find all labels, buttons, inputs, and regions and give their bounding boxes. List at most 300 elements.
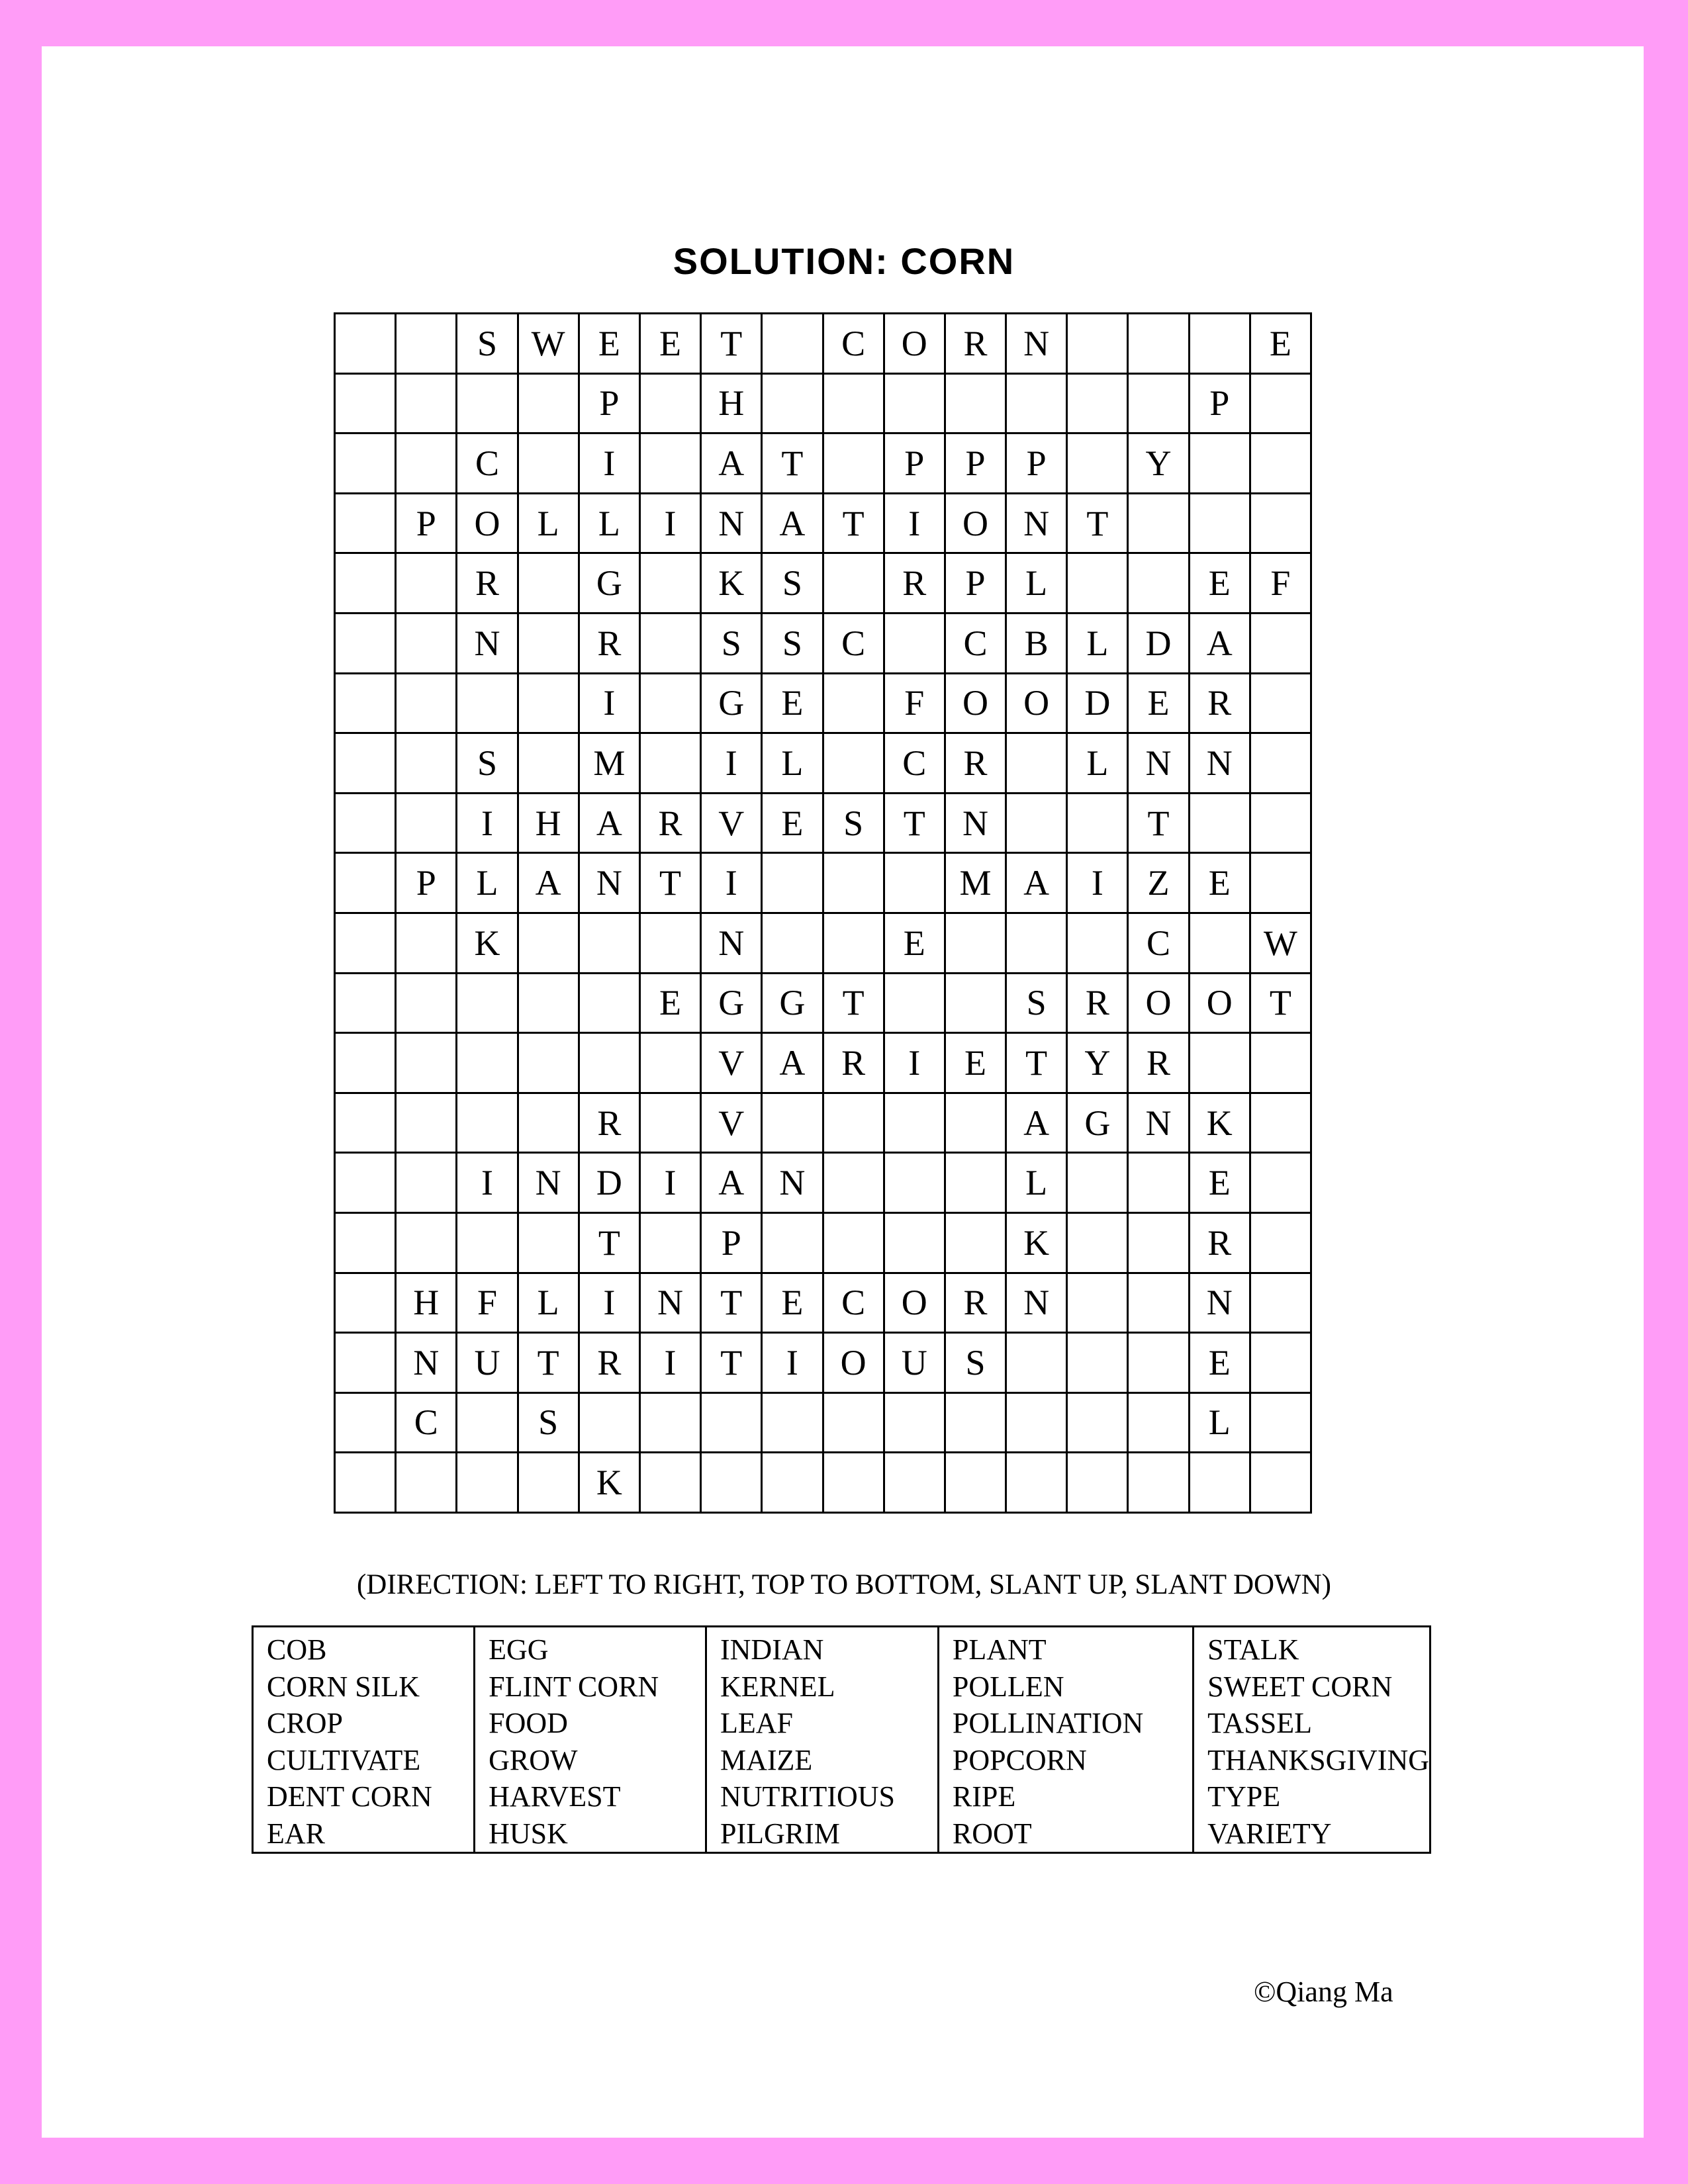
grid-cell: N	[701, 913, 762, 973]
grid-cell	[639, 673, 700, 733]
grid-cell	[396, 373, 457, 433]
grid-cell	[823, 373, 884, 433]
grid-cell: N	[1189, 733, 1250, 794]
grid-cell: P	[945, 433, 1006, 494]
grid-cell	[1006, 913, 1067, 973]
grid-cell	[335, 1033, 396, 1093]
grid-cell: E	[762, 793, 823, 853]
grid-cell	[823, 853, 884, 913]
grid-cell: C	[945, 613, 1006, 673]
grid-cell: L	[518, 1273, 579, 1333]
word-list-item: KERNEL	[720, 1670, 835, 1703]
grid-cell	[701, 1392, 762, 1453]
grid-cell: R	[1128, 1033, 1189, 1093]
grid-cell	[335, 973, 396, 1033]
grid-row	[335, 793, 1311, 853]
grid-cell	[945, 373, 1006, 433]
grid-cell: D	[579, 1153, 639, 1213]
grid-cell: C	[457, 433, 518, 494]
word-list-item: FLINT CORN	[489, 1670, 659, 1703]
grid-cell: R	[1067, 973, 1128, 1033]
grid-cell	[518, 1212, 579, 1273]
grid-cell: O	[884, 314, 945, 374]
grid-cell	[457, 373, 518, 433]
grid-cell	[1250, 733, 1311, 794]
grid-cell: S	[457, 733, 518, 794]
grid-cell: T	[884, 793, 945, 853]
grid-cell	[823, 553, 884, 614]
grid-cell: N	[1006, 1273, 1067, 1333]
grid-cell	[335, 613, 396, 673]
grid-cell	[457, 973, 518, 1033]
grid-cell: R	[579, 1093, 639, 1153]
word-list-item: POLLEN	[952, 1670, 1064, 1703]
grid-cell	[1250, 1333, 1311, 1393]
grid-cell	[396, 733, 457, 794]
word-column	[253, 1627, 475, 1853]
grid-cell: I	[701, 853, 762, 913]
grid-cell	[945, 1093, 1006, 1153]
grid-cell	[518, 1033, 579, 1093]
grid-cell: R	[1189, 1212, 1250, 1273]
grid-cell	[396, 913, 457, 973]
grid-cell: S	[762, 613, 823, 673]
grid-cell: N	[579, 853, 639, 913]
grid-cell	[518, 433, 579, 494]
grid-cell	[945, 913, 1006, 973]
grid-row	[335, 1453, 1311, 1513]
grid-cell	[396, 673, 457, 733]
grid-cell	[1006, 373, 1067, 433]
grid-row	[335, 733, 1311, 794]
grid-cell	[884, 1392, 945, 1453]
word-list-item: COB	[267, 1633, 327, 1666]
grid-cell	[1128, 1273, 1189, 1333]
grid-cell	[1189, 493, 1250, 553]
grid-cell	[1250, 1392, 1311, 1453]
grid-cell: N	[1006, 314, 1067, 374]
grid-cell: V	[701, 1093, 762, 1153]
grid-cell: H	[701, 373, 762, 433]
grid-cell: L	[1067, 733, 1128, 794]
grid-cell: O	[457, 493, 518, 553]
grid-cell	[1189, 433, 1250, 494]
grid-cell: I	[579, 433, 639, 494]
word-list-item: POPCORN	[952, 1743, 1087, 1776]
grid-cell: I	[1067, 853, 1128, 913]
grid-cell	[945, 1153, 1006, 1213]
grid-cell: T	[823, 973, 884, 1033]
grid-cell: N	[396, 1333, 457, 1393]
grid-cell	[884, 613, 945, 673]
grid-cell	[639, 1093, 700, 1153]
grid-cell: P	[945, 553, 1006, 614]
grid-cell: R	[579, 613, 639, 673]
grid-cell: O	[945, 673, 1006, 733]
grid-cell	[639, 613, 700, 673]
grid-cell: L	[518, 493, 579, 553]
grid-cell	[1128, 493, 1189, 553]
grid-cell: A	[1189, 613, 1250, 673]
grid-cell	[518, 1093, 579, 1153]
grid-cell: I	[762, 1333, 823, 1393]
grid-cell: H	[518, 793, 579, 853]
grid-cell	[1250, 853, 1311, 913]
grid-cell	[884, 373, 945, 433]
grid-cell: R	[884, 553, 945, 614]
grid-cell: I	[701, 733, 762, 794]
grid-cell	[518, 973, 579, 1033]
grid-row	[335, 553, 1311, 614]
grid-cell: S	[518, 1392, 579, 1453]
grid-cell	[945, 973, 1006, 1033]
word-column	[938, 1627, 1193, 1853]
grid-cell: N	[762, 1153, 823, 1213]
grid-cell: I	[639, 1333, 700, 1393]
grid-cell	[335, 1453, 396, 1513]
grid-cell	[1250, 433, 1311, 494]
word-list-item: THANKSGIVING	[1207, 1743, 1429, 1776]
grid-cell	[762, 1093, 823, 1153]
grid-cell	[1128, 373, 1189, 433]
grid-cell: R	[1189, 673, 1250, 733]
grid-cell	[1250, 1093, 1311, 1153]
grid-row	[335, 973, 1311, 1033]
grid-cell	[1067, 1453, 1128, 1513]
word-list-item: INDIAN	[720, 1633, 824, 1666]
grid-cell	[335, 553, 396, 614]
grid-cell: I	[579, 1273, 639, 1333]
grid-cell	[1067, 1333, 1128, 1393]
word-list-item: PLANT	[952, 1633, 1047, 1666]
grid-cell	[518, 613, 579, 673]
grid-cell: Z	[1128, 853, 1189, 913]
grid-cell: E	[1189, 1333, 1250, 1393]
word-list-item: GROW	[489, 1743, 578, 1776]
grid-cell: K	[701, 553, 762, 614]
grid-cell: F	[1250, 553, 1311, 614]
word-list-item: EAR	[267, 1817, 325, 1850]
grid-cell: N	[701, 493, 762, 553]
word-list-item: RIPE	[952, 1780, 1016, 1813]
grid-cell	[1250, 1212, 1311, 1273]
grid-cell: G	[1067, 1093, 1128, 1153]
grid-row	[335, 1153, 1311, 1213]
grid-cell	[639, 913, 700, 973]
grid-cell: T	[823, 493, 884, 553]
grid-cell	[335, 373, 396, 433]
word-list-item: TASSEL	[1207, 1707, 1312, 1739]
grid-cell: V	[701, 1033, 762, 1093]
word-list-item: CULTIVATE	[267, 1743, 421, 1776]
grid-cell	[518, 1453, 579, 1513]
grid-cell: E	[762, 1273, 823, 1333]
grid-cell: S	[945, 1333, 1006, 1393]
word-list	[252, 1625, 1431, 1854]
grid-cell: S	[1006, 973, 1067, 1033]
grid-cell: I	[884, 1033, 945, 1093]
grid-cell: E	[639, 314, 700, 374]
grid-cell	[396, 613, 457, 673]
grid-cell	[1250, 1273, 1311, 1333]
grid-cell: L	[457, 853, 518, 913]
grid-cell: A	[701, 1153, 762, 1213]
grid-cell: O	[1189, 973, 1250, 1033]
grid-cell	[639, 1212, 700, 1273]
grid-cell: U	[884, 1333, 945, 1393]
word-search-grid	[334, 312, 1312, 1514]
grid-cell: T	[518, 1333, 579, 1393]
word-list-item: NUTRITIOUS	[720, 1780, 895, 1813]
grid-cell	[639, 1453, 700, 1513]
grid-cell	[335, 433, 396, 494]
grid-cell	[823, 1153, 884, 1213]
grid-cell: Y	[1128, 433, 1189, 494]
grid-cell	[396, 1093, 457, 1153]
grid-row	[335, 1392, 1311, 1453]
grid-cell	[1006, 1333, 1067, 1393]
grid-cell	[335, 1273, 396, 1333]
grid-cell: N	[1189, 1273, 1250, 1333]
grid-cell	[335, 493, 396, 553]
grid-cell	[457, 1212, 518, 1273]
grid-cell: A	[701, 433, 762, 494]
grid-cell: T	[1006, 1033, 1067, 1093]
grid-cell	[823, 1392, 884, 1453]
directions-text: (DIRECTION: LEFT TO RIGHT, TOP TO BOTTOM, SLANT UP, SLANT DOWN)	[356, 1569, 1332, 1600]
grid-cell	[396, 433, 457, 494]
grid-cell	[639, 1033, 700, 1093]
grid-cell: R	[823, 1033, 884, 1093]
word-list-item: ROOT	[952, 1817, 1032, 1850]
grid-cell: C	[823, 1273, 884, 1333]
grid-cell	[639, 433, 700, 494]
grid-cell: P	[396, 493, 457, 553]
grid-cell	[396, 314, 457, 374]
grid-cell	[1067, 314, 1128, 374]
grid-cell	[518, 553, 579, 614]
grid-cell: E	[945, 1033, 1006, 1093]
grid-cell: N	[457, 613, 518, 673]
grid-cell: G	[762, 973, 823, 1033]
grid-cell	[335, 1212, 396, 1273]
grid-cell	[1128, 1153, 1189, 1213]
grid-cell: I	[457, 793, 518, 853]
grid-cell: L	[1006, 1153, 1067, 1213]
grid-cell	[1250, 373, 1311, 433]
grid-cell: S	[823, 793, 884, 853]
grid-cell	[396, 1453, 457, 1513]
grid-cell: G	[701, 673, 762, 733]
grid-row	[335, 1212, 1311, 1273]
grid-cell: L	[579, 493, 639, 553]
grid-cell	[762, 1212, 823, 1273]
grid-row	[335, 853, 1311, 913]
grid-cell	[1250, 1453, 1311, 1513]
word-list-item: LEAF	[720, 1707, 793, 1739]
grid-cell	[1128, 1333, 1189, 1393]
grid-cell: I	[639, 1153, 700, 1213]
grid-cell	[1189, 793, 1250, 853]
grid-cell: T	[701, 314, 762, 374]
word-list-item: STALK	[1207, 1633, 1299, 1666]
grid-cell: P	[884, 433, 945, 494]
grid-cell	[884, 1212, 945, 1273]
grid-cell: I	[457, 1153, 518, 1213]
grid-row	[335, 1273, 1311, 1333]
grid-cell	[1006, 793, 1067, 853]
grid-cell: D	[1128, 613, 1189, 673]
grid-cell: A	[579, 793, 639, 853]
grid-cell: E	[1189, 553, 1250, 614]
grid-cell: P	[396, 853, 457, 913]
grid-cell	[823, 733, 884, 794]
grid-cell: S	[701, 613, 762, 673]
word-list-item: MAIZE	[720, 1743, 813, 1776]
grid-cell: L	[762, 733, 823, 794]
grid-cell: C	[884, 733, 945, 794]
grid-cell	[884, 1093, 945, 1153]
grid-cell	[1128, 1392, 1189, 1453]
grid-cell: T	[1067, 493, 1128, 553]
grid-cell: O	[823, 1333, 884, 1393]
grid-cell: U	[457, 1333, 518, 1393]
grid-cell: E	[1189, 853, 1250, 913]
grid-cell: H	[396, 1273, 457, 1333]
grid-cell: K	[1189, 1093, 1250, 1153]
grid-cell: C	[396, 1392, 457, 1453]
grid-cell	[762, 1453, 823, 1513]
grid-cell: O	[884, 1273, 945, 1333]
grid-cell: T	[1250, 973, 1311, 1033]
grid-row	[335, 673, 1311, 733]
grid-row	[335, 433, 1311, 494]
grid-cell	[639, 733, 700, 794]
grid-cell	[457, 1033, 518, 1093]
grid-cell: N	[518, 1153, 579, 1213]
grid-cell	[1189, 1453, 1250, 1513]
grid-cell	[1250, 613, 1311, 673]
grid-cell	[1250, 673, 1311, 733]
grid-cell	[335, 1392, 396, 1453]
word-list-item: FOOD	[489, 1707, 568, 1739]
grid-cell: O	[945, 493, 1006, 553]
grid-cell: R	[579, 1333, 639, 1393]
grid-cell	[762, 314, 823, 374]
grid-cell: I	[884, 493, 945, 553]
grid-cell: E	[1189, 1153, 1250, 1213]
grid-cell	[1067, 1212, 1128, 1273]
grid-cell	[335, 1093, 396, 1153]
copyright-notice: ©Qiang Ma	[1254, 1976, 1393, 2008]
grid-cell: L	[1067, 613, 1128, 673]
word-column	[706, 1627, 939, 1853]
word-list-item: CORN SILK	[267, 1670, 420, 1703]
grid-cell: I	[639, 493, 700, 553]
grid-cell: B	[1006, 613, 1067, 673]
grid-cell: P	[1006, 433, 1067, 494]
grid-cell: V	[701, 793, 762, 853]
grid-cell: K	[1006, 1212, 1067, 1273]
grid-cell	[945, 1212, 1006, 1273]
grid-cell: E	[1128, 673, 1189, 733]
grid-cell	[823, 673, 884, 733]
grid-cell: O	[1128, 973, 1189, 1033]
grid-cell	[518, 673, 579, 733]
grid-cell: C	[823, 314, 884, 374]
grid-cell	[1128, 314, 1189, 374]
grid-cell: R	[945, 1273, 1006, 1333]
grid-cell	[335, 733, 396, 794]
grid-cell: E	[1250, 314, 1311, 374]
grid-cell	[579, 1392, 639, 1453]
grid-cell: P	[1189, 373, 1250, 433]
grid-cell	[884, 1453, 945, 1513]
grid-cell: L	[1006, 553, 1067, 614]
grid-row	[335, 493, 1311, 553]
word-list-item: PILGRIM	[720, 1817, 840, 1850]
grid-cell	[396, 1212, 457, 1273]
word-list-item: EGG	[489, 1633, 549, 1666]
grid-cell: K	[579, 1453, 639, 1513]
grid-cell	[518, 733, 579, 794]
word-column	[1194, 1627, 1430, 1853]
grid-cell	[823, 1093, 884, 1153]
grid-cell: C	[823, 613, 884, 673]
grid-cell	[335, 1333, 396, 1393]
grid-cell: A	[1006, 1093, 1067, 1153]
grid-cell: P	[701, 1212, 762, 1273]
grid-cell: N	[945, 793, 1006, 853]
grid-cell	[396, 1153, 457, 1213]
grid-cell	[335, 913, 396, 973]
grid-cell: T	[1128, 793, 1189, 853]
grid-cell: A	[762, 1033, 823, 1093]
grid-cell: T	[579, 1212, 639, 1273]
grid-cell: N	[639, 1273, 700, 1333]
grid-cell	[396, 793, 457, 853]
grid-cell: W	[518, 314, 579, 374]
word-list-item: VARIETY	[1207, 1817, 1332, 1850]
grid-cell	[1189, 314, 1250, 374]
grid-cell	[1067, 913, 1128, 973]
grid-cell	[518, 913, 579, 973]
grid-row	[335, 1093, 1311, 1153]
grid-cell	[823, 1453, 884, 1513]
grid-cell: K	[457, 913, 518, 973]
grid-cell: S	[457, 314, 518, 374]
grid-cell: M	[579, 733, 639, 794]
grid-cell	[823, 1212, 884, 1273]
grid-cell	[335, 793, 396, 853]
grid-cell	[335, 853, 396, 913]
grid-cell	[1189, 913, 1250, 973]
grid-cell: R	[945, 314, 1006, 374]
grid-cell	[1067, 1392, 1128, 1453]
grid-cell: F	[884, 673, 945, 733]
word-list-item: DENT CORN	[267, 1780, 432, 1813]
grid-cell	[1128, 1212, 1189, 1273]
grid-cell	[1006, 733, 1067, 794]
grid-cell	[1006, 1453, 1067, 1513]
grid-cell	[335, 314, 396, 374]
grid-cell: T	[762, 433, 823, 494]
word-list-item: POLLINATION	[952, 1707, 1144, 1739]
grid-cell	[1128, 1453, 1189, 1513]
grid-cell: G	[701, 973, 762, 1033]
grid-cell: D	[1067, 673, 1128, 733]
grid-cell: E	[762, 673, 823, 733]
